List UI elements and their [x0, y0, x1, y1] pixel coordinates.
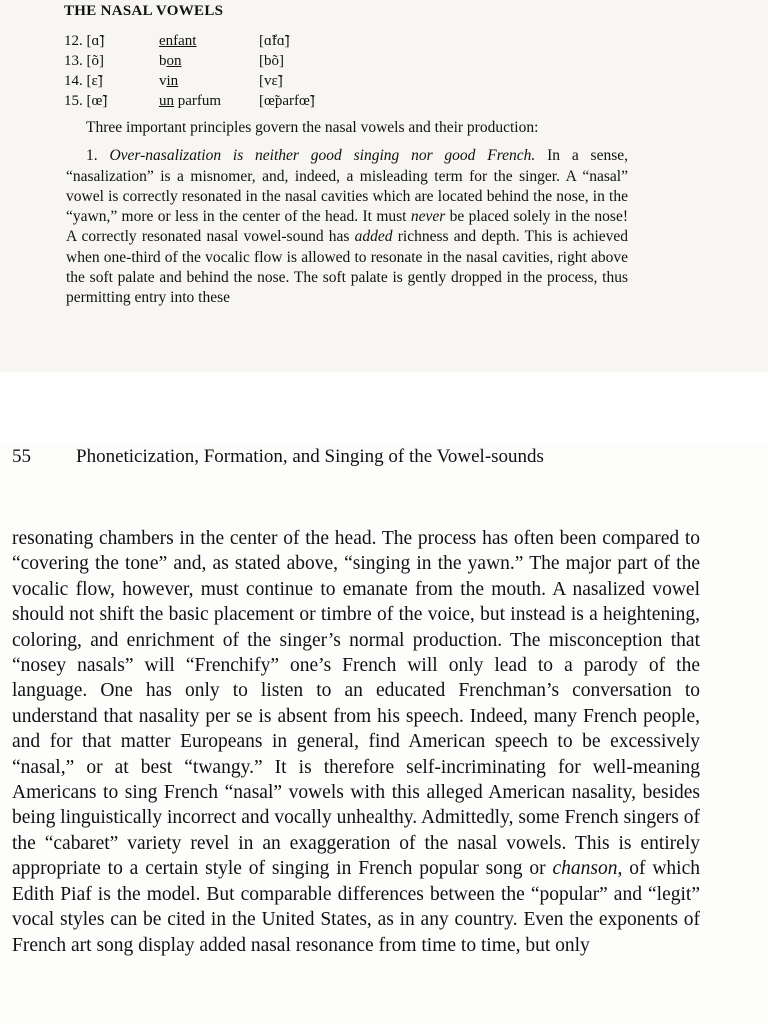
emphasis-added: added [354, 228, 393, 246]
example-word [159, 51, 182, 71]
example-word-prefix: b [159, 53, 167, 69]
paragraph-text: resonating chambers in the center of the head. The process has often been compared to “covering the tone” and, as stated above, “singing in the yawn.” The major part of the vocalic flow, however, must continue to emanate from the mouth. A nasalized vowel should not shift the basic placement or timbre of the voice, but instead is a heightening, coloring, and enrichment of the singer’s normal production. The misconception that “nosey nasals” will “Frenchify” one’s French will only lead to a parody of the language. One has only to listen to an educated Frenchman’s conversation to understand that nasality per se is absent from his speech. Indeed, many French people, and for that matter Europeans in general, find American speech to be excessively “nasal,” or at best “twangy.” It is therefore self-incriminating for well-meaning Americans to sing French “nasal” vowels with this alleged American nasality, besides being linguistically incorrect and vocally unhealthy. Admittedly, some French singers of the “cabaret” variety revel in an exaggeration of the nasal vowels. This is entirely appropriate to a certain style of singing in French popular song or [12, 528, 700, 880]
top-body-text [66, 118, 628, 309]
page-number: 55 [12, 446, 31, 467]
example-word [159, 91, 221, 111]
example-word-prefix: v [159, 73, 167, 89]
ipa-transcription: [vɛ̃] [259, 73, 283, 89]
vowel-number: 12. [ɑ̃] [64, 33, 105, 49]
vowel-row [64, 31, 384, 51]
vowel-number: 14. [ɛ̃] [64, 73, 103, 89]
vowel-row [64, 51, 384, 71]
example-word [159, 31, 196, 51]
ipa-transcription: [œ̃parfœ̃] [259, 93, 315, 109]
running-head: THE NASAL VOWELS [64, 3, 224, 19]
top-page [0, 0, 768, 372]
example-word-suffix: parfum [174, 93, 222, 109]
bottom-body-text [12, 526, 700, 958]
paragraph-text: richness and depth. This is achieved when one-third of the vocalic flow is allowed to resonate in the nasal cavities, right above the soft palate and behind the nose. The soft palate is gently dropped in the process, thus permitting entry into these [66, 228, 629, 307]
vowel-row [64, 91, 384, 111]
paragraph-text: , of which Edith Piaf is the model. But comparable differences between the “popular” and “legit” vocal styles can be cited in the United States, as in any country. Even the exponents of French art song display added nasal resonance from time to time, but only [12, 858, 700, 956]
example-word-underlined: un [159, 93, 174, 109]
vowel-row [64, 71, 384, 91]
intro-paragraph: Three important principles govern the nasal vowels and their production: [86, 119, 539, 136]
paragraph-text: In a sense, “nasalization” is a misnomer, and, indeed, a misleading term for the singer. A “nasal” vowel is correctly resonated in the nasal cavities which are located behind the nose, in the “yawn,” more or less in the center of the head. It must [66, 147, 628, 226]
chapter-title: Phoneticization, Formation, and Singing of the Vowel-sounds [76, 446, 544, 467]
vowel-number: 13. [õ] [64, 53, 104, 69]
example-word [159, 71, 178, 91]
bottom-page [0, 442, 768, 1024]
paragraph-text: be placed solely in the nose! A correctly resonated nasal vowel-sound has [66, 208, 628, 246]
ipa-transcription: [ɑ̃fɑ̃] [259, 33, 290, 49]
principle-heading: Over-nasalization is neither good singing nor good French. [109, 147, 536, 165]
example-word-underlined: on [166, 53, 182, 69]
emphasis-chanson: chanson [552, 858, 618, 880]
example-word-underlined: in [166, 73, 179, 89]
principle-one-paragraph [66, 146, 628, 308]
nasal-vowel-table [64, 31, 384, 111]
principle-number: 1. [86, 147, 110, 165]
page-gap [0, 372, 768, 442]
vowel-number: 15. [œ̃] [64, 93, 108, 109]
ipa-transcription: [bõ] [259, 53, 284, 69]
example-word-underlined: enfant [159, 33, 197, 49]
emphasis-never: never [410, 208, 446, 226]
continued-paragraph [12, 526, 700, 958]
